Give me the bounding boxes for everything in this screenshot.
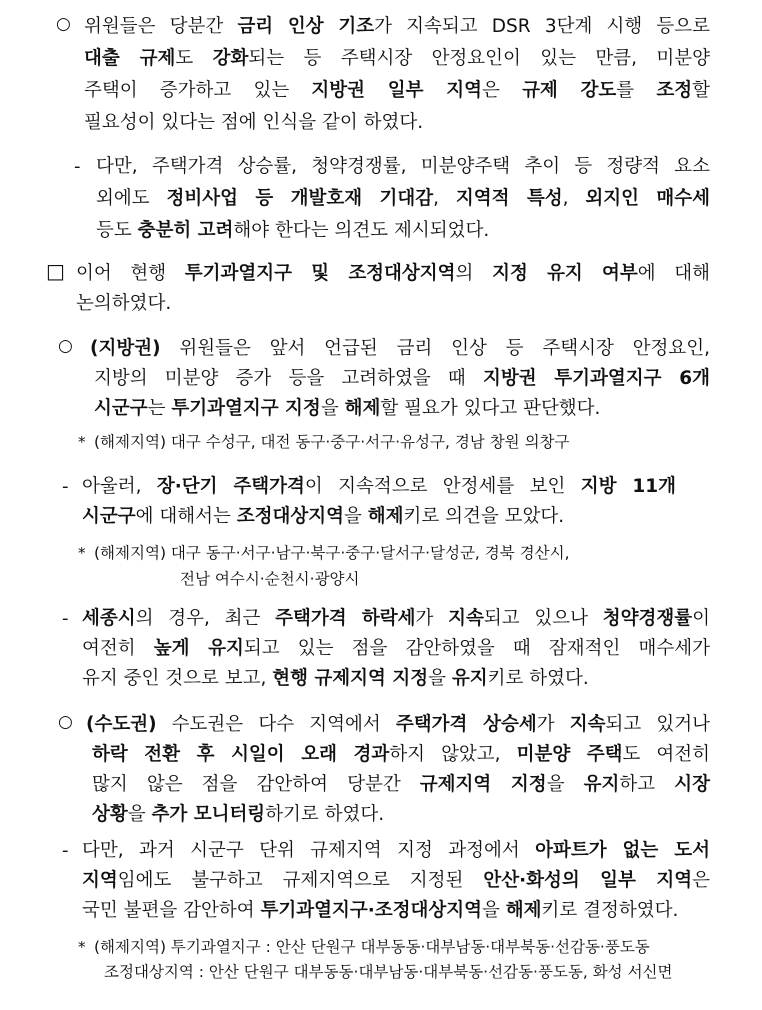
text-run: 을 — [127, 804, 152, 825]
n2-line: 전남 여수시·순천시·광양시 — [180, 570, 360, 588]
text-run: 위원들은 앞서 언급된 금리 인상 등 주택시장 안정요인, — [160, 338, 710, 359]
b3-line — [92, 770, 710, 800]
d4-line — [82, 896, 678, 926]
text-run: 논의하였다. — [76, 293, 172, 314]
text-run: 위원들은 당분간 — [84, 16, 238, 37]
text-run: 임에도 불구하고 규제지역으로 지정된 — [117, 870, 484, 891]
bold-text-run: 외지인 매수세 — [585, 188, 711, 209]
text-run: 수도권은 다수 지역에서 — [156, 714, 396, 735]
text-run: 되는 등 주택시장 안정요인이 있는 만큼, 미분양 — [248, 48, 710, 69]
text-run: 이 지속적으로 안정세를 보인 — [304, 476, 581, 497]
text-run: 도 — [175, 48, 213, 69]
note-asterisk: * — [78, 433, 86, 451]
text-run: 키로 하였다. — [487, 668, 589, 689]
d1-line — [96, 152, 710, 182]
bold-text-run: 미분양 주택 — [516, 744, 623, 765]
text-run: 국민 불편을 감안하여 — [82, 900, 261, 921]
b1-line — [84, 108, 423, 138]
bold-text-run: 강화 — [212, 48, 249, 69]
text-run: 를 — [616, 80, 657, 101]
bold-text-run: 장·단기 주택가격 — [156, 476, 305, 497]
text-run: 의 — [455, 263, 493, 284]
bold-text-run: 현행 규제지역 지정 — [272, 668, 429, 689]
bold-text-run: 지속 — [569, 714, 606, 735]
b1-line — [84, 12, 710, 42]
text-run: 많지 않은 점을 감안하여 당분간 — [92, 774, 420, 795]
bold-text-run: 조정 — [656, 80, 693, 101]
text-run: , — [433, 188, 456, 209]
bold-text-run: 지방 11개 — [580, 476, 676, 497]
n2-line: (해제지역) 대구 동구·서구·남구·북구·중구·달서구·달성군, 경북 경산시, — [94, 544, 570, 562]
note-asterisk: * — [78, 938, 86, 956]
text-run: 도 여전히 — [622, 744, 711, 765]
bold-text-run: 지속 — [448, 608, 484, 629]
text-run: 을 — [481, 900, 506, 921]
bold-text-run: 지방권 투기과열지구 6개 — [482, 368, 710, 389]
text-run: 되고 있는 점을 감안하였을 때 잠재적인 매수세가 — [243, 638, 710, 659]
bold-text-run: (지방권) — [90, 338, 161, 359]
b3-line — [86, 710, 710, 740]
text-run: 이 — [692, 608, 710, 629]
bold-text-run: 해제 — [505, 900, 542, 921]
text-run: 는 — [147, 398, 172, 419]
bold-text-run: 상황 — [92, 804, 128, 825]
text-run: 가 — [536, 714, 570, 735]
bold-text-run: 주택가격 하락세 — [275, 608, 416, 629]
bold-text-run: 시군구 — [94, 398, 148, 419]
bold-text-run: 충분히 고려 — [137, 220, 234, 241]
d3-line — [82, 604, 710, 634]
d1-line — [96, 216, 489, 246]
d1-line — [96, 184, 710, 214]
bold-text-run: 투기과열지구·조정대상지역 — [260, 900, 482, 921]
text-run: 하고 — [619, 774, 675, 795]
bold-text-run: 지역적 특성 — [455, 188, 563, 209]
text-run: 가 — [415, 608, 449, 629]
d2-line — [82, 502, 564, 532]
d4-line — [82, 836, 710, 866]
text-run: 을 — [546, 774, 584, 795]
text-run: 은 — [692, 870, 711, 891]
bold-text-run: 투기과열지구 및 조정대상지역 — [184, 263, 456, 284]
bold-text-run: 시장 — [674, 774, 710, 795]
bold-text-run: 세종시 — [82, 608, 136, 629]
text-run: 이어 현행 — [76, 263, 185, 284]
text-run: 은 — [482, 80, 523, 101]
d2-line — [82, 472, 676, 502]
text-run: 가 지속되고 DSR 3단계 시행 등으로 — [374, 16, 711, 37]
bold-text-run: (수도권) — [86, 714, 157, 735]
d3-line — [82, 664, 589, 694]
bold-text-run: 지정 유지 여부 — [492, 263, 638, 284]
dash-bullet: - — [62, 608, 69, 629]
bold-text-run: 안산·화성의 일부 지역 — [483, 870, 693, 891]
text-run: 키로 의견을 모았다. — [403, 506, 565, 527]
sq1-line — [76, 259, 710, 289]
text-run: 외에도 — [96, 188, 167, 209]
text-run: 키로 결정하였다. — [541, 900, 679, 921]
text-run: 필요성이 있다는 점에 인식을 같이 하였다. — [84, 112, 424, 133]
text-run: 여전히 — [82, 638, 154, 659]
bold-text-run: 지역 — [82, 870, 118, 891]
text-run: 을 — [428, 668, 452, 689]
text-run: 을 — [343, 506, 368, 527]
text-run: 해야 한다는 의견도 제시되었다. — [233, 220, 490, 241]
circle-bullet: ○ — [56, 14, 71, 34]
bold-text-run: 투기과열지구 지정 — [171, 398, 321, 419]
bold-text-run: 유지 — [583, 774, 620, 795]
bold-text-run: 추가 모니터링 — [151, 804, 266, 825]
n3-line: (해제지역) 투기과열지구 : 안산 단원구 대부동동·대부남동·대부북동·선감동·풍도동 — [94, 938, 650, 956]
bold-text-run: 정비사업 등 개발호재 기대감 — [166, 188, 434, 209]
b2-line — [94, 364, 710, 394]
bold-text-run: 시군구 — [82, 506, 136, 527]
bold-text-run: 대출 규제 — [84, 48, 176, 69]
text-run: 에 대해 — [637, 263, 710, 284]
text-run: 아울러, — [82, 476, 157, 497]
bold-text-run: 조정대상지역 — [236, 506, 344, 527]
bold-text-run: 높게 유지 — [153, 638, 244, 659]
bold-text-run: 유지 — [451, 668, 488, 689]
bold-text-run: 하락 전환 후 시일이 오래 경과 — [92, 744, 390, 765]
n1-line: (해제지역) 대구 수성구, 대전 동구·중구·서구·유성구, 경남 창원 의창구 — [94, 433, 570, 451]
bold-text-run: 아파트가 없는 도서 — [535, 840, 710, 861]
text-run: 유지 중인 것으로 보고, — [82, 668, 273, 689]
text-run: , — [562, 188, 586, 209]
bold-text-run: 규제지역 지정 — [419, 774, 547, 795]
circle-bullet: ○ — [58, 336, 73, 356]
n3-line: 조정대상지역 : 안산 단원구 대부동동·대부남동·대부북동·선감동·풍도동, 화성 서신면 — [104, 963, 673, 981]
text-run: 에 대해서는 — [135, 506, 237, 527]
dash-bullet: - — [62, 476, 69, 497]
b3-line — [92, 740, 710, 770]
text-run: 다만, 과거 시군구 단위 규제지역 지정 과정에서 — [82, 840, 536, 861]
bold-text-run: 청약경쟁률 — [602, 608, 693, 629]
text-run: 을 — [320, 398, 345, 419]
bold-text-run: 금리 인상 기조 — [237, 16, 375, 37]
text-run: 지방의 미분양 증가 등을 고려하였을 때 — [94, 368, 483, 389]
d4-line — [82, 866, 710, 896]
bold-text-run: 주택가격 상승세 — [395, 714, 537, 735]
text-run: 하기로 하였다. — [265, 804, 385, 825]
text-run: 하지 않았고, — [389, 744, 517, 765]
text-run: 되고 있으나 — [483, 608, 603, 629]
square-bullet: □ — [46, 259, 65, 283]
bold-text-run: 해제 — [344, 398, 381, 419]
text-run: 할 — [692, 80, 710, 101]
note-asterisk: * — [78, 544, 86, 562]
text-run: 되고 있거나 — [605, 714, 710, 735]
b1-line — [84, 76, 710, 106]
text-run: 등도 — [96, 220, 138, 241]
dash-bullet: - — [62, 840, 69, 861]
b2-line — [94, 394, 600, 424]
b3-line — [92, 800, 384, 830]
text-run: 할 필요가 있다고 판단했다. — [380, 398, 601, 419]
bold-text-run: 지방권 일부 지역 — [311, 80, 482, 101]
dash-bullet: - — [74, 156, 81, 177]
circle-bullet: ○ — [58, 712, 73, 732]
text-run: 다만, 주택가격 상승률, 청약경쟁률, 미분양주택 추이 등 정량적 요소 — [96, 156, 710, 177]
b1-line — [84, 44, 710, 74]
text-run: 의 경우, 최근 — [135, 608, 276, 629]
sq1-line — [76, 289, 171, 319]
bold-text-run: 규제 강도 — [522, 80, 617, 101]
b2-line — [90, 334, 710, 364]
d3-line — [82, 634, 710, 664]
text-run: 주택이 증가하고 있는 — [84, 80, 312, 101]
bold-text-run: 해제 — [367, 506, 404, 527]
